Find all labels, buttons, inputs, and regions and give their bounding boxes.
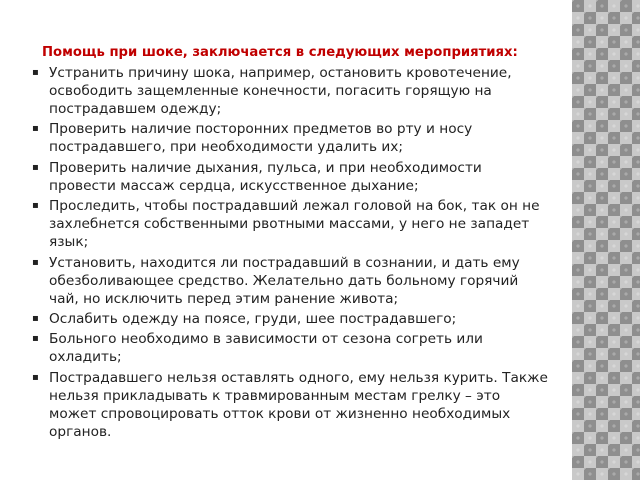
list-item (31, 197, 551, 251)
square-bullet-icon: ▪ (32, 67, 39, 78)
square-bullet-icon: ▪ (32, 161, 39, 173)
square-bullet-icon: ▪ (32, 123, 39, 135)
square-bullet-icon: ▪ (32, 371, 39, 383)
list-item (31, 310, 551, 328)
square-bullet-icon: ▪ (32, 256, 39, 268)
list-item (31, 330, 551, 366)
list-item (31, 369, 551, 441)
list-item (31, 120, 551, 156)
bullet-list (31, 64, 551, 443)
list-item-text: Больного необходимо в зависимости от сезона согреть или охладить; (49, 331, 483, 366)
list-item-text: Установить, находится ли пострадавший в сознании, и дать ему обезболивающее средство. Желательно дать больному горячий чай, но исключить перед этим ранение живота; (49, 254, 520, 307)
square-bullet-icon: ▪ (32, 200, 39, 212)
list-item-text: Ослабить одежду на поясе, груди, шее пострадавшего; (49, 310, 457, 327)
list-item-text: Проследить, чтобы пострадавший лежал головой на бок, так он не захлебнется собственными рвотными массами, у него не западет язык; (49, 198, 540, 251)
list-item (31, 64, 551, 118)
list-item-text: Проверить наличие посторонних предметов во рту и носу пострадавшего, при необходимости удалить их; (49, 121, 473, 156)
list-item-text: Пострадавшего нельзя оставлять одного, ему нельзя курить. Также нельзя прикладывать к травмированным местам грелку – это может спровоцировать отток крови от жизненно необходимых органов. (49, 369, 548, 440)
list-item (31, 159, 551, 195)
square-bullet-icon: ▪ (32, 312, 39, 324)
square-bullet-icon: ▪ (32, 333, 39, 345)
slide-title: Помощь при шоке, заключается в следующих мероприятиях: (42, 45, 518, 60)
list-item-text: Проверить наличие дыхания, пульса, и при необходимости провести массаж сердца, искусственное дыхание; (49, 159, 482, 194)
list-item (31, 254, 551, 308)
decorative-pattern-sidebar (572, 0, 640, 480)
list-item-text: Устранить причину шока, например, остановить кровотечение, освободить защемленные конечности, погасить горящую на пострадавшем одежду; (49, 65, 512, 117)
